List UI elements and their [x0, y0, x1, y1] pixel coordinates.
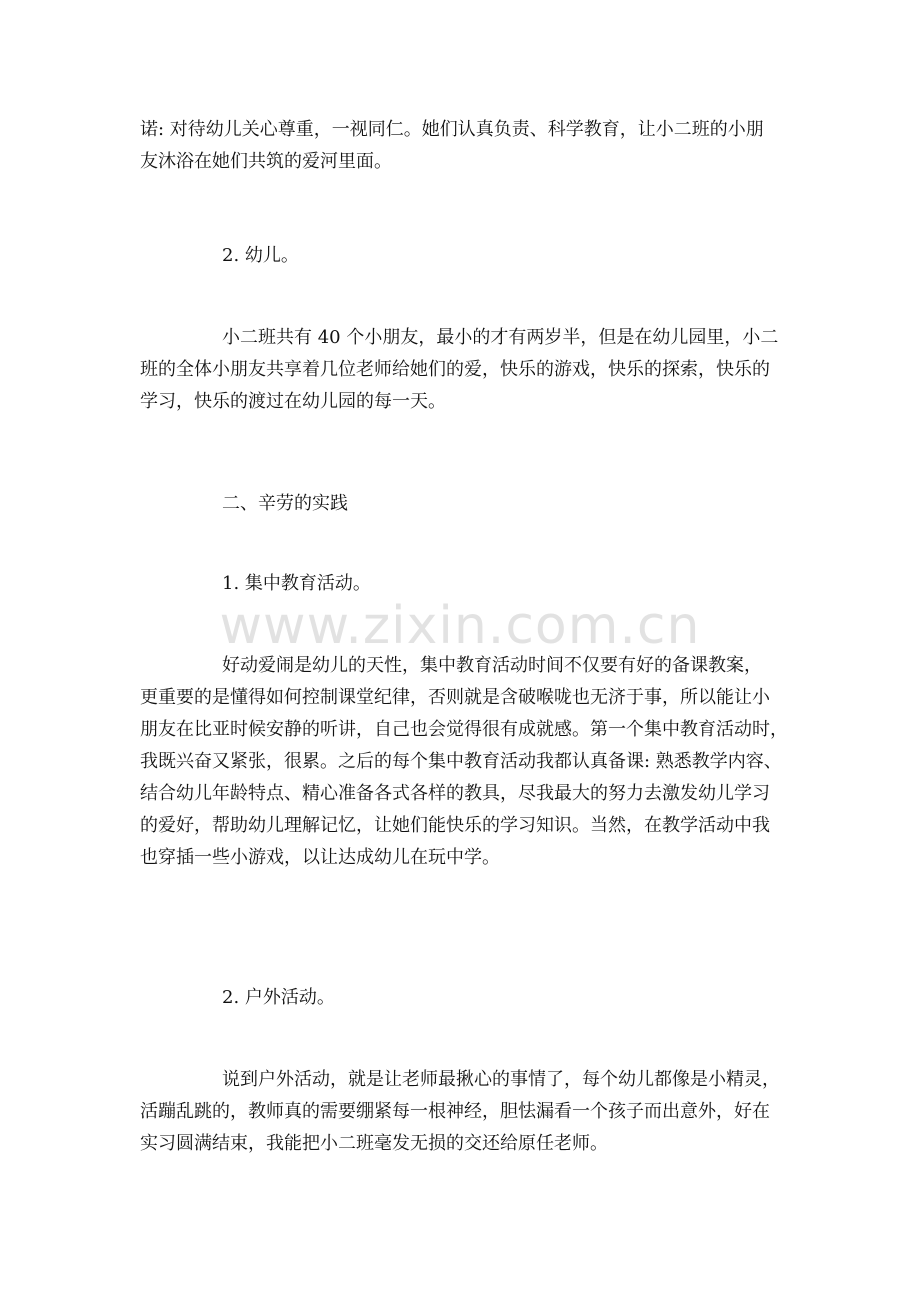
section-heading-children — [140, 240, 796, 272]
heading-text: 二、辛劳的实践 — [222, 493, 348, 514]
paragraph-teaching — [140, 650, 796, 874]
section-heading-outdoor — [140, 982, 796, 1014]
text-line: 更重要的是懂得如何控制课堂纪律，否则就是含破喉咙也无济于事，所以能让小 — [140, 687, 770, 708]
text-line: 友沐浴在她们共筑的爱河里面。 — [140, 151, 392, 172]
text-line: 实习圆满结束，我能把小二班毫发无损的交还给原任老师。 — [140, 1133, 608, 1154]
heading-text: 2. 幼儿。 — [222, 245, 299, 266]
section-heading-practice — [140, 488, 796, 520]
heading-text: 1. 集中教育活动。 — [222, 573, 371, 594]
text-line: 朋友在比亚时候安静的听讲，自己也会觉得很有成就感。第一个集中教育活动时， — [140, 719, 788, 740]
text-line: 诺: 对待幼儿关心尊重，一视同仁。她们认真负责、科学教育，让小二班的小朋 — [140, 119, 764, 140]
text-line: 结合幼儿年龄特点、精心准备各式各样的教具，尽我最大的努力去激发幼儿学习 — [140, 783, 770, 804]
text-line: 班的全体小朋友共享着几位老师给她们的爱，快乐的游戏，快乐的探索，快乐的 — [140, 359, 770, 380]
text-line: 的爱好，帮助幼儿理解记忆，让她们能快乐的学习知识。当然，在教学活动中我 — [140, 815, 770, 836]
heading-text: 2. 户外活动。 — [222, 987, 335, 1008]
paragraph-outdoor — [140, 1064, 796, 1160]
text-line: 说到户外活动，就是让老师最揪心的事情了，每个幼儿都像是小精灵， — [222, 1069, 780, 1090]
text-line: 我既兴奋又紧张，很累。之后的每个集中教育活动我都认真备课: 熟悉教学内容、 — [140, 751, 782, 772]
text-line: 活蹦乱跳的，教师真的需要绷紧每一根神经，胆怯漏看一个孩子而出意外，好在 — [140, 1101, 770, 1122]
text-line: 小二班共有 40 个小朋友，最小的才有两岁半，但是在幼儿园里，小二 — [222, 327, 779, 348]
text-line: 好动爱闹是幼儿的天性，集中教育活动时间不仅要有好的备课教案， — [222, 655, 762, 676]
watermark: www.zixin.com.cn — [219, 596, 701, 656]
text-line: 学习，快乐的渡过在幼儿园的每一天。 — [140, 391, 446, 412]
paragraph-teacher-attitude — [140, 114, 796, 178]
section-heading-teaching — [140, 568, 796, 600]
text-line: 也穿插一些小游戏，以让达成幼儿在玩中学。 — [140, 847, 500, 868]
paragraph-children — [140, 322, 796, 418]
